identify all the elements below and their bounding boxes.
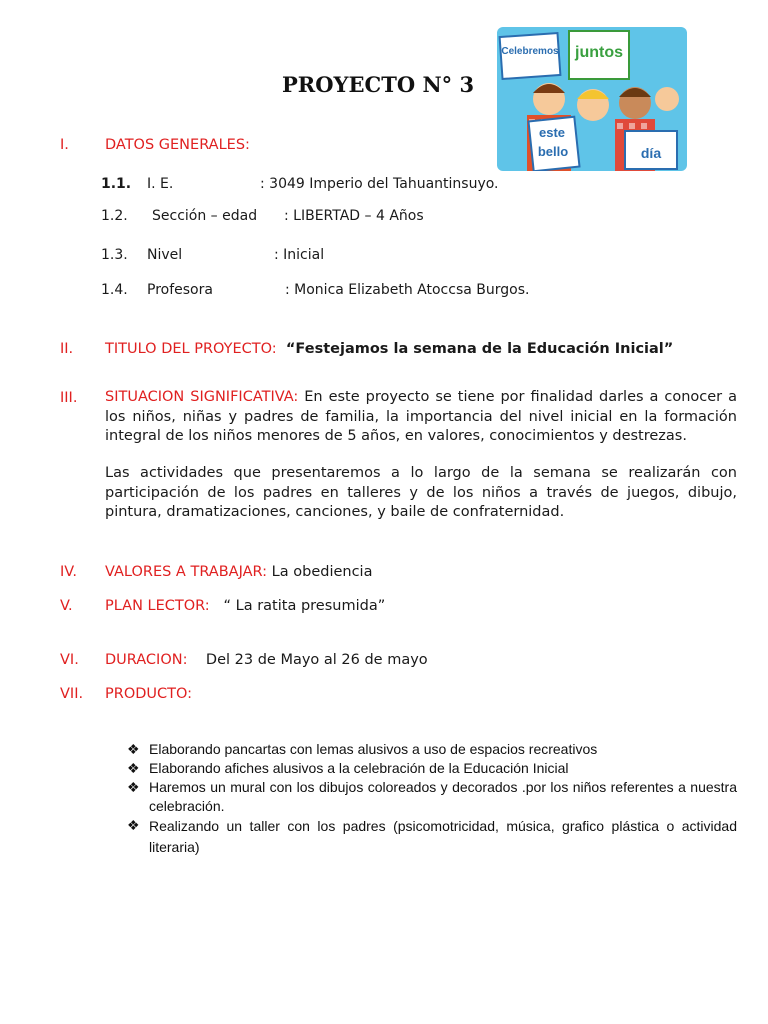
item-2-number: 1.2. [101, 208, 128, 224]
section-2-number: II. [60, 341, 74, 357]
item-1-label: I. E. [147, 176, 174, 192]
bullet-icon: ❖ [127, 779, 140, 795]
situacion-paragraph-2: Las actividades que presentaremos a lo largo de la semana se realizarán con participación de los padres en talleres y de los niños a través de juegos, dibujo, pintura, dramatizaciones, canciones, y baile de confraternidad. [105, 465, 737, 520]
section-5-line [105, 598, 385, 614]
situacion-paragraph-1 [105, 388, 737, 447]
item-1-number: 1.1. [101, 176, 132, 192]
section-7-line [105, 686, 192, 702]
logo-word-5: día [640, 145, 662, 161]
item-3-number: 1.3. [101, 247, 128, 263]
section-7-heading: PRODUCTO [105, 686, 188, 702]
product-item-4: Realizando un taller con los padres (psicomotricidad, música, grafico plástica o actividad literaria) [149, 818, 737, 855]
item-3-value: : Inicial [274, 247, 325, 263]
plan-lector-value: “ La ratita presumida” [223, 598, 386, 614]
section-5-number: V. [60, 598, 73, 614]
product-item-3: Haremos un mural con los dibujos coloreados y decorados .por los niños referentes a nuestra celebración. [149, 779, 737, 814]
item-4-value: : Monica Elizabeth Atoccsa Burgos. [285, 282, 530, 298]
section-4-line [105, 564, 372, 580]
section-4-number: IV. [60, 564, 77, 580]
logo-word-3: este [538, 125, 566, 140]
section-3-number: III. [60, 390, 78, 406]
section-3-colon: : [293, 389, 299, 405]
sign-juntos [569, 31, 629, 79]
duracion-value: Del 23 de Mayo al 26 de mayo [205, 652, 428, 668]
product-item-2: Elaborando afiches alusivos a la celebración de la Educación Inicial [149, 760, 569, 776]
item-2-label: Sección – edad [152, 208, 258, 224]
sign-este-bello [529, 117, 580, 171]
item-3-label: Nivel [147, 247, 183, 263]
celebration-logo [497, 27, 687, 171]
section-6-number: VI. [60, 652, 79, 668]
situacion-text-1: En este proyecto se tiene por finalidad darles a conocer a los niños, niñas y padres de familia, la importancia del nivel inicial en la formación integral de los niños menores de 5 años, en valores, conocimientos y destrezas. [105, 389, 737, 444]
item-4-label: Profesora [147, 282, 213, 298]
section-6-line [105, 652, 428, 668]
bullet-icon: ❖ [127, 741, 140, 757]
bullet-icon: ❖ [127, 817, 140, 833]
logo-word-4: bello [537, 144, 569, 159]
item-1-value: : 3049 Imperio del Tahuantinsuyo. [260, 176, 499, 192]
bullet-icon: ❖ [127, 760, 140, 776]
logo-word-2: juntos [575, 44, 623, 61]
section-1-heading: DATOS GENERALES: [105, 137, 250, 153]
section-3-heading: SITUACION SIGNIFICATIVA [105, 389, 294, 405]
sign-dia [625, 131, 677, 169]
sign-celebremos [500, 33, 561, 79]
section-1-number: I. [60, 137, 69, 153]
section-2-line [105, 341, 673, 357]
section-5-heading: PLAN LECTOR: [105, 598, 210, 614]
logo-word-1: Celebremos [501, 46, 559, 57]
section-7-colon: : [187, 686, 193, 702]
page-title: PROYECTO N° 3 [282, 72, 475, 97]
item-2-value: : LIBERTAD – 4 Años [284, 208, 424, 224]
item-4-number: 1.4. [101, 282, 128, 298]
section-4-heading: VALORES A TRABAJAR: [105, 564, 268, 580]
section-7-number: VII. [60, 686, 84, 702]
valores-value: La obediencia [267, 564, 373, 580]
section-2-heading: TITULO DEL PROYECTO: [105, 341, 277, 357]
project-title: “Festejamos la semana de la Educación Inicial” [285, 341, 674, 357]
section-6-heading: DURACION: [105, 652, 188, 668]
product-item-1: Elaborando pancartas con lemas alusivos a uso de espacios recreativos [149, 741, 598, 757]
